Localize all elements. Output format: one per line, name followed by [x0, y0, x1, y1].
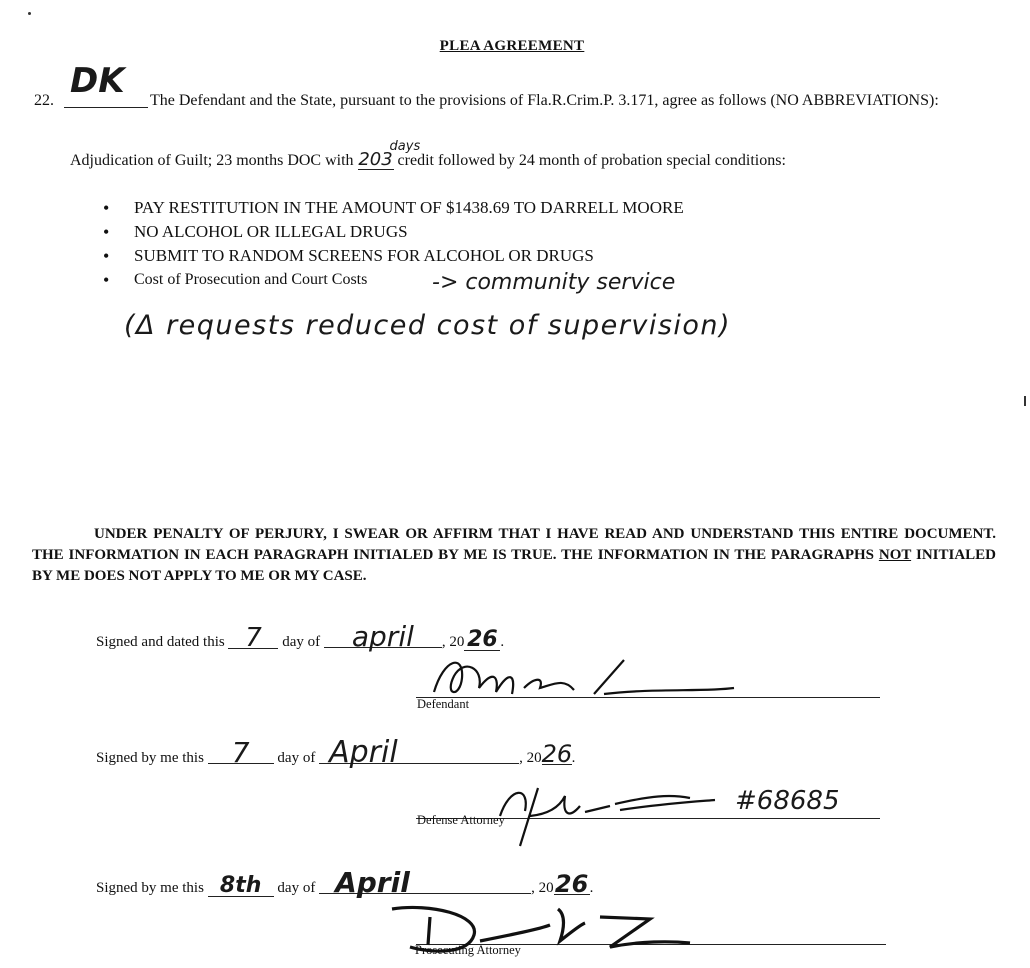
not-emphasis: NOT — [878, 547, 912, 563]
handwritten-costs-note: -> community service — [432, 270, 676, 295]
condition-item: • SUBMIT TO RANDOM SCREENS FOR ALCOHOL OR DRUGS — [100, 244, 684, 268]
initials-handwritten: DK — [70, 61, 125, 101]
attorney-bar-number: #68685 — [735, 786, 840, 816]
signature-role-prosecuting-attorney: Prosecuting Attorney — [415, 943, 521, 957]
scan-speck — [1024, 396, 1026, 406]
signature-block-prosecuting-attorney: Signed by me this 8th day of April , 2026. — [96, 866, 594, 899]
credit-days-note: days — [389, 139, 421, 154]
day-field: 8th — [208, 876, 274, 897]
adjudication-text: Adjudication of Guilt; 23 months DOC with 203 days credit followed by 24 month of probation special conditions: — [70, 150, 860, 172]
defendant-signature — [424, 648, 744, 708]
condition-item: • Cost of Prosecution and Court Costs — [100, 268, 684, 292]
month-field: April — [319, 743, 519, 764]
signature-role-defendant: Defendant — [417, 697, 470, 711]
perjury-statement: UNDER PENALTY OF PERJURY, I SWEAR OR AFFIRM THAT I HAVE READ AND UNDERSTAND THIS ENTIRE DOCUMENT. THE INFORMATION IN EACH PARAGRAPH INITIALED BY ME IS TRUE. THE INFORMATION IN THE PARAGRAPHS NOT INITIALED BY ME DOES NOT APPLY TO ME OR MY CASE. — [32, 526, 997, 584]
signature-block-defense-attorney: Signed by me this 7 day of April , 2026. — [96, 735, 576, 770]
paragraph-22-text: The Defendant and the State, pursuant to the provisions of Fla.R.Crim.P. 3.171, agree as follows (NO ABBREVIATIONS): — [150, 92, 939, 109]
condition-item: • PAY RESTITUTION IN THE AMOUNT OF $1438.69 TO DARRELL MOORE — [100, 196, 684, 220]
year-field: 26 — [464, 630, 500, 651]
signature-role-defense-attorney: Defense Attorney — [417, 813, 505, 827]
defense-attorney-signature — [490, 776, 730, 856]
year-field: 26 — [554, 870, 589, 898]
scan-speck — [28, 12, 31, 15]
day-field: 7 — [228, 628, 278, 649]
document-title: PLEA AGREEMENT — [439, 38, 585, 54]
signature-block-defendant: Signed and dated this 7 day of april , 20 26 . — [96, 620, 505, 653]
paragraph-number: 22. — [34, 92, 54, 109]
handwritten-request-note: (Δ requests reduced cost of supervision) — [124, 310, 732, 341]
month-field: april — [324, 627, 442, 648]
year-field: 26 — [541, 740, 573, 768]
credit-days-value: 203 — [358, 149, 393, 170]
day-field: 7 — [208, 743, 274, 764]
month-field: April — [319, 873, 531, 894]
condition-item: • NO ALCOHOL OR ILLEGAL DRUGS — [100, 220, 684, 244]
